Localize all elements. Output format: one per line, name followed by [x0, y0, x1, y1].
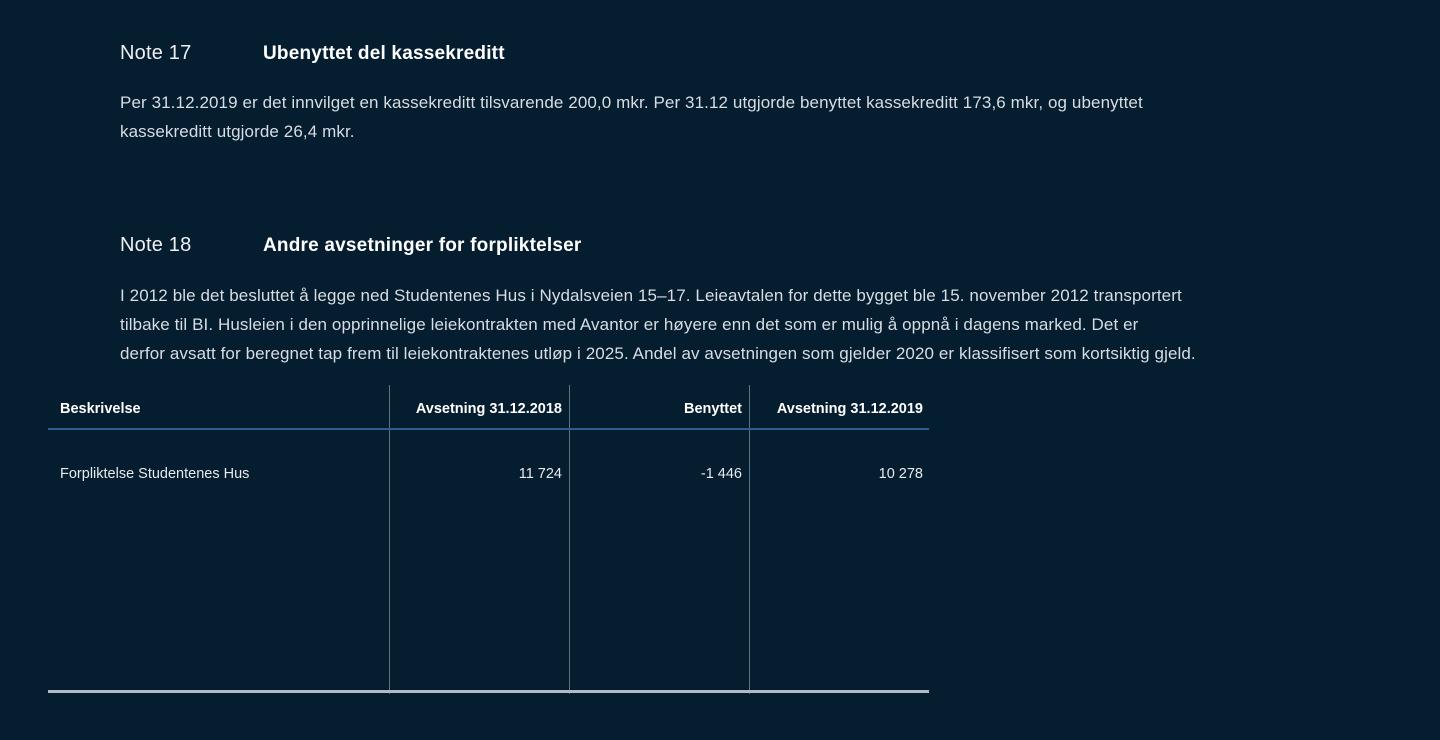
- note17-section: [120, 42, 505, 65]
- note18-header: [120, 234, 581, 257]
- col-header-avsetning-2019: Avsetning 31.12.2019: [776, 401, 923, 417]
- note18-body: [120, 281, 1196, 368]
- col-header-avsetning-2018: Avsetning 31.12.2018: [415, 401, 562, 417]
- table-header-row: [48, 401, 929, 417]
- col-header-benyttet: Benyttet: [683, 401, 742, 417]
- cell-avsetning-2019: 10 278: [878, 466, 923, 482]
- table-row: [48, 466, 929, 482]
- note17-body: [120, 88, 1143, 146]
- cell-benyttet: -1 446: [700, 466, 742, 482]
- provisions-table: [48, 385, 929, 694]
- table-header-underline: [48, 428, 929, 430]
- note17-body-line-1: Per 31.12.2019 er det innvilget en kassekreditt tilsvarende 200,0 mkr. Per 31.12 utgjorde benyttet kassekreditt 173,6 mkr, og ubenyttet: [120, 93, 1143, 112]
- note18-body-line-1: I 2012 ble det besluttet å legge ned Studentenes Hus i Nydalsveien 15–17. Leieavtalen for dette bygget ble 15. november 2012 transportert: [120, 286, 1182, 305]
- note17-label: Note 17: [120, 42, 192, 64]
- note18-section: [120, 234, 581, 257]
- column-divider-3: [749, 385, 750, 694]
- table-bottom-rule: [48, 690, 929, 693]
- note18-label: Note 18: [120, 234, 192, 256]
- note17-title: Ubenyttet del kassekreditt: [263, 43, 505, 64]
- note17-body-line-2: kassekreditt utgjorde 26,4 mkr.: [120, 122, 355, 141]
- cell-avsetning-2018: 11 724: [518, 466, 562, 482]
- cell-beskrivelse: Forpliktelse Studentenes Hus: [60, 466, 250, 482]
- col-header-beskrivelse: Beskrivelse: [60, 401, 141, 417]
- note17-header: [120, 42, 505, 65]
- column-divider-1: [389, 385, 390, 694]
- column-divider-2: [569, 385, 570, 694]
- note18-title: Andre avsetninger for forpliktelser: [263, 235, 582, 256]
- note18-body-line-2: tilbake til BI. Husleien i den opprinnelige leiekontrakten med Avantor er høyere enn det som er mulig å oppnå i dagens marked. Det er: [120, 315, 1139, 334]
- note18-body-line-3: derfor avsatt for beregnet tap frem til leiekontraktenes utløp i 2025. Andel av avsetningen som gjelder 2020 er klassifisert som kortsiktig gjeld.: [120, 344, 1196, 363]
